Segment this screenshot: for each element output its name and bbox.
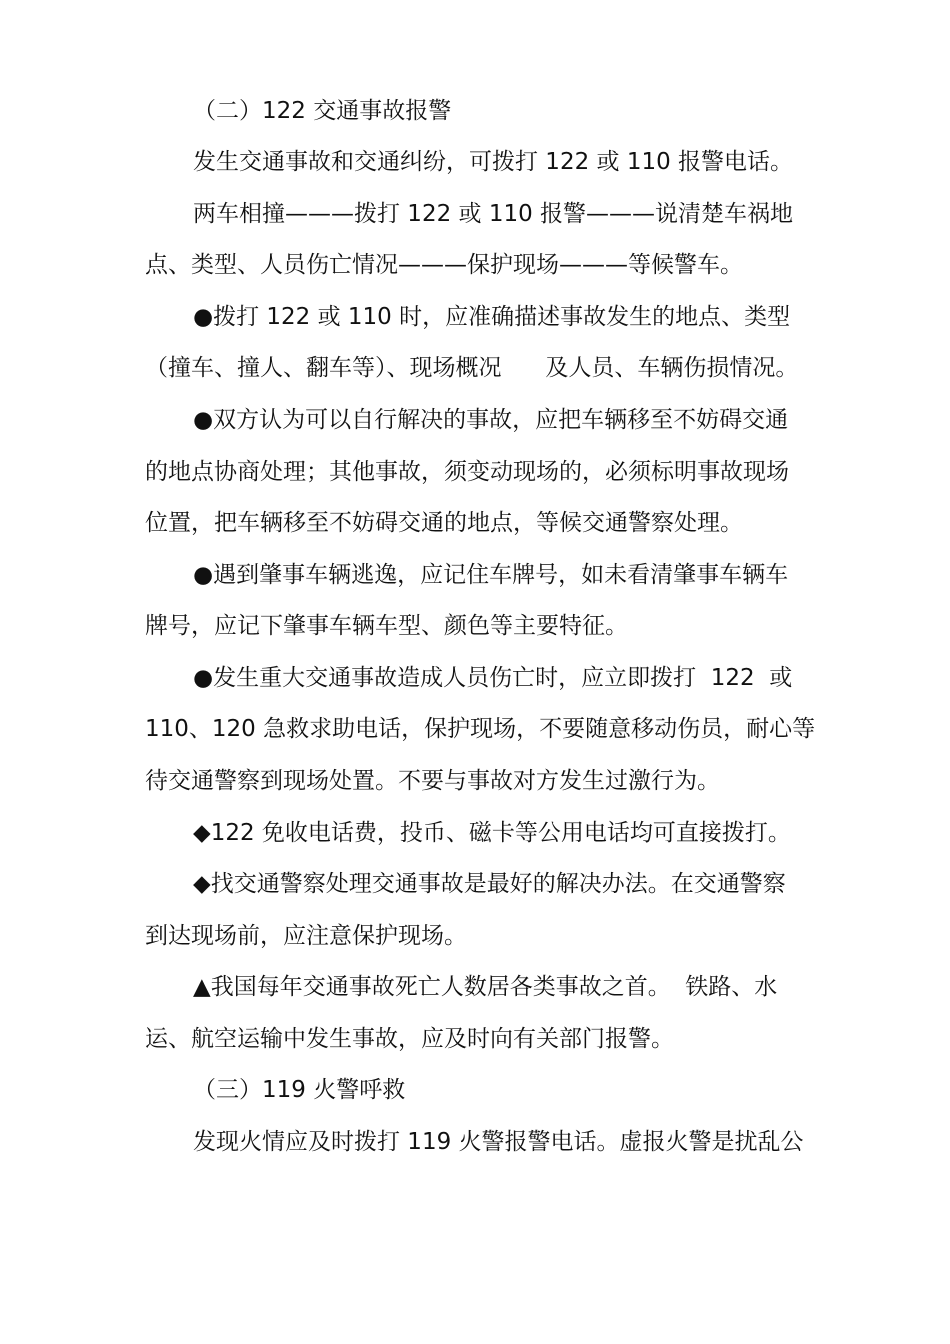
paragraph-line: 两车相撞———拨打 122 或 110 报警———说清楚车祸地	[193, 201, 794, 227]
bullet-item-line: （撞车、撞人、翻车等）、现场概况 及人员、车辆伤损情况。	[145, 355, 799, 381]
diamond-item-line: 到达现场前，应注意保护现场。	[145, 923, 467, 949]
triangle-item-line: 运、航空运输中发生事故，应及时向有关部门报警。	[145, 1026, 674, 1052]
bullet-item-line: 110、120 急救求助电话，保护现场，不要随意移动伤员，耐心等	[145, 716, 816, 742]
triangle-item-line: ▲我国每年交通事故死亡人数居各类事故之首。 铁路、水	[193, 974, 778, 1000]
diamond-item-line: ◆找交通警察处理交通事故是最好的解决办法。在交通警察	[193, 871, 786, 897]
bullet-item-line: ●遇到肇事车辆逃逸，应记住车牌号，如未看清肇事车辆车	[193, 562, 789, 588]
bullet-item-line: 的地点协商处理；其他事故，须变动现场的，必须标明事故现场	[145, 459, 789, 485]
paragraph-line: 发生交通事故和交通纠纷，可拨打 122 或 110 报警电话。	[193, 149, 794, 175]
bullet-item-line: ●拨打 122 或 110 时，应准确描述事故发生的地点、类型	[193, 304, 791, 330]
diamond-item-line: ◆122 免收电话费，投币、磁卡等公用电话均可直接拨打。	[193, 820, 791, 846]
section-heading-119: （三）119 火警呼救	[193, 1077, 406, 1103]
bullet-item-line: 牌号，应记下肇事车辆车型、颜色等主要特征。	[145, 613, 628, 639]
bullet-item-line: ●发生重大交通事故造成人员伤亡时，应立即拨打 122 或	[193, 665, 793, 691]
paragraph-line: 点、类型、人员伤亡情况———保护现场———等候警车。	[145, 252, 743, 278]
paragraph-line: 发现火情应及时拨打 119 火警报警电话。虚报火警是扰乱公	[193, 1129, 804, 1155]
bullet-item-line: 位置，把车辆移至不妨碍交通的地点，等候交通警察处理。	[145, 510, 743, 536]
section-heading-122: （二）122 交通事故报警	[193, 98, 452, 124]
bullet-item-line: 待交通警察到现场处置。不要与事故对方发生过激行为。	[145, 768, 720, 794]
bullet-item-line: ●双方认为可以自行解决的事故，应把车辆移至不妨碍交通	[193, 407, 789, 433]
